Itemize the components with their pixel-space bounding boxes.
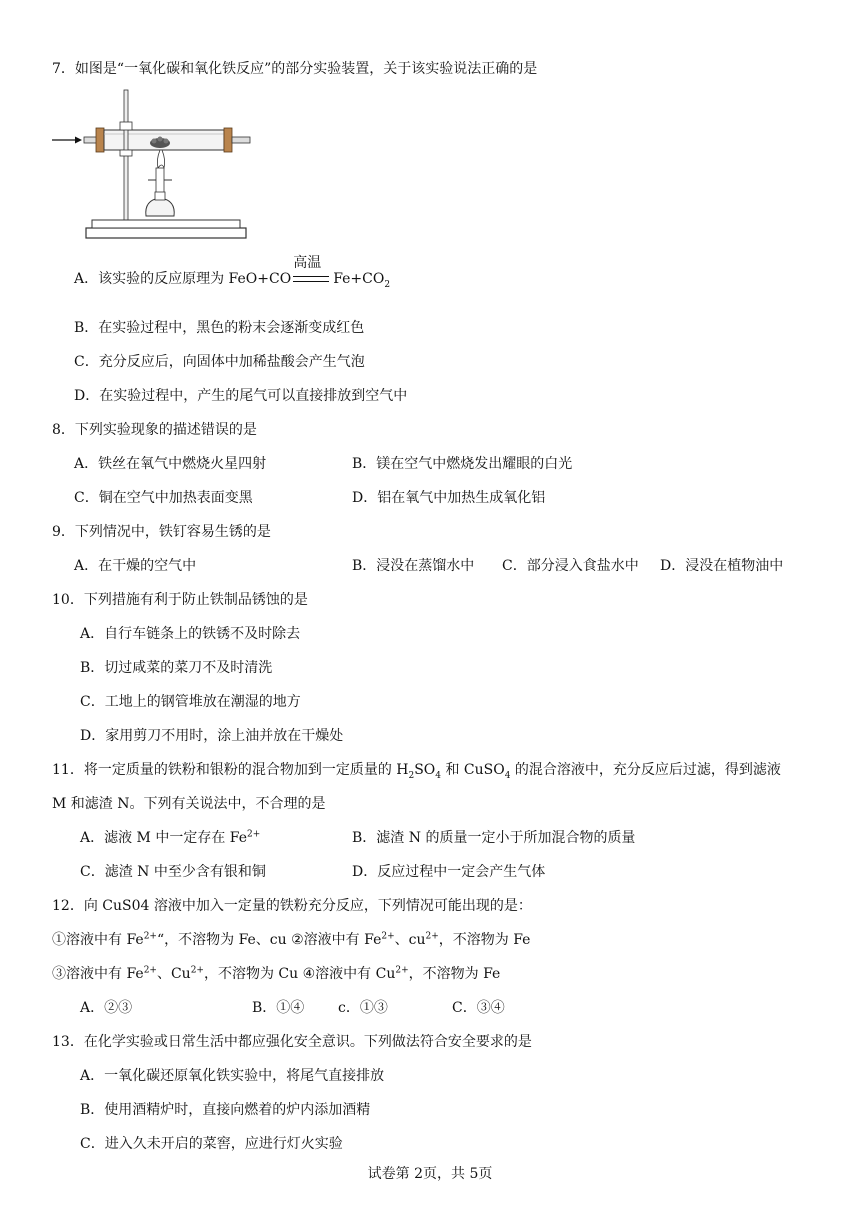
q9-stem: 9．下列情况中，铁钉容易生锈的是: [52, 524, 271, 540]
superscript: 2+: [143, 931, 157, 942]
q11-option-a-text: A．滤液 M 中一定存在 Fe: [80, 830, 248, 846]
q12-text: ，不溶物为 Cu ④溶液中有 Cu: [203, 966, 396, 982]
q12-text: ，不溶物为 Fe: [408, 966, 501, 982]
subscript: 4: [504, 770, 511, 781]
q12-cases-line1: [52, 931, 530, 949]
q9-option-c: C．部分浸入食盐水中: [502, 558, 639, 574]
q12-option-b: B．①④: [252, 1000, 305, 1016]
q12-option-c: c．①③: [338, 1000, 388, 1016]
q12-cases-line2: [52, 965, 500, 983]
q7-stem: 7．如图是“一氧化碳和氧化铁反应”的部分实验装置，关于该实验说法正确的是: [52, 61, 538, 77]
subscript: 2: [408, 770, 415, 781]
q11-stem-part: SO: [414, 762, 436, 778]
q7-option-b: B．在实验过程中，黑色的粉末会逐渐变成红色: [74, 320, 365, 336]
q12-text: ③溶液中有 Fe: [52, 966, 144, 982]
superscript: 2+: [143, 965, 157, 976]
q7-option-c: C．充分反应后，向固体中加稀盐酸会产生气泡: [74, 354, 365, 370]
q7-option-a-reactants: A．该实验的反应原理为 FeO+CO: [74, 271, 292, 287]
q13-option-c: C．进入久未开启的菜窖，应进行灯火实验: [80, 1136, 343, 1152]
q9-option-a: A．在干燥的空气中: [74, 558, 197, 574]
q11-option-d: D．反应过程中一定会产生气体: [352, 864, 546, 880]
q11-option-c: C．滤渣 N 中至少含有银和铜: [80, 864, 266, 880]
q12-option-d: C．③④: [452, 1000, 505, 1016]
reaction-condition-label: 高温: [293, 255, 322, 271]
q10-stem: 10．下列措施有利于防止铁制品锈蚀的是: [52, 592, 308, 608]
superscript: 2+: [381, 931, 395, 942]
q11-option-a: [80, 829, 260, 847]
equals-bars: [293, 276, 329, 282]
q12-text: ，不溶物为 Fe: [438, 932, 531, 948]
q13-option-b: B．使用酒精炉时，直接向燃着的炉内添加酒精: [80, 1102, 371, 1118]
q8-option-d: D．铝在氧气中加热生成氧化铝: [352, 490, 546, 506]
q7-option-a-products: Fe+CO: [333, 271, 385, 287]
superscript: 2+: [395, 965, 409, 976]
superscript: 2+: [425, 931, 439, 942]
q11-option-b: B．滤渣 N 的质量一定小于所加混合物的质量: [352, 830, 636, 846]
q13-option-a: A．一氧化碳还原氧化铁实验中，将尾气直接排放: [80, 1068, 385, 1084]
superscript: 2+: [247, 829, 261, 840]
q12-stem: 12．向 CuS04 溶液中加入一定量的铁粉充分反应，下列情况可能出现的是：: [52, 898, 532, 914]
q8-option-a: A．铁丝在氧气中燃烧火星四射: [74, 456, 267, 472]
q12-text: 、Cu: [156, 966, 191, 982]
q12-text: 、cu: [394, 932, 426, 948]
q10-option-d: D．家用剪刀不用时，涂上油并放在干燥处: [80, 728, 344, 744]
q10-option-c: C．工地上的钢管堆放在潮湿的地方: [80, 694, 301, 710]
co-reduction-apparatus-diagram: [52, 88, 252, 240]
page-footer: 试卷第 2页，共 5页: [367, 1166, 493, 1182]
subscript: 2: [384, 279, 391, 290]
reaction-condition-sign: [291, 255, 333, 288]
superscript: 2+: [190, 965, 204, 976]
q9-option-b: B．浸没在蒸馏水中: [352, 558, 475, 574]
q10-option-b: B．切过咸菜的菜刀不及时清洗: [80, 660, 273, 676]
q13-stem: 13．在化学实验或日常生活中都应强化安全意识。下列做法符合安全要求的是: [52, 1034, 532, 1050]
q11-stem-part: 11．将一定质量的铁粉和银粉的混合物加到一定质量的 H: [52, 762, 409, 778]
q11-stem-line2: M 和滤渣 N。下列有关说法中，不合理的是: [52, 796, 326, 812]
q8-option-c: C．铜在空气中加热表面变黑: [74, 490, 253, 506]
q7-option-a: [74, 255, 391, 290]
q11-stem-part: 的混合溶液中，充分反应后过滤，得到滤液: [510, 762, 781, 778]
q12-text: ①溶液中有 Fe: [52, 932, 144, 948]
q12-text: “，不溶物为 Fe、cu ②溶液中有 Fe: [156, 932, 382, 948]
q11-stem-line1: [52, 761, 781, 779]
q8-stem: 8．下列实验现象的描述错误的是: [52, 422, 257, 438]
q12-option-a: A．②③: [80, 1000, 133, 1016]
q10-option-a: A．自行车链条上的铁锈不及时除去: [80, 626, 301, 642]
q11-stem-part: 和 CuSO: [441, 762, 505, 778]
subscript: 4: [435, 770, 442, 781]
q7-option-d: D．在实验过程中，产生的尾气可以直接排放到空气中: [74, 388, 408, 404]
q8-option-b: B．镁在空气中燃烧发出耀眼的白光: [352, 456, 573, 472]
q9-option-d: D．浸没在植物油中: [660, 558, 784, 574]
